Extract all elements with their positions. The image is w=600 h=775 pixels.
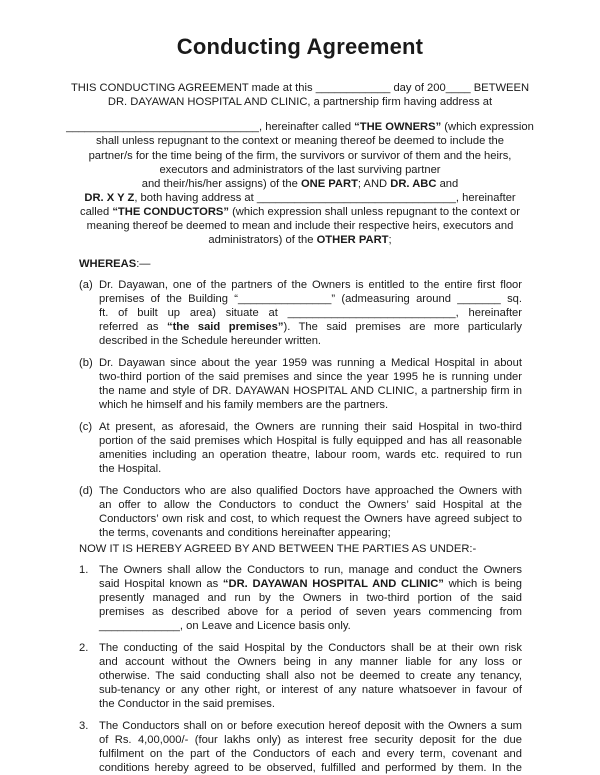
clause-text: said Hospital known as [99, 578, 219, 590]
clause-line: sub-tenancy or any other right, or interest of any nature whatsoever in favour of [99, 684, 522, 696]
recital-line: an offer to allow the Conductors to conduct the Owners’ said Hospital at the [99, 499, 522, 511]
clause-line: fulfilment on the part of the Conductors of each and every term, covenant and [99, 748, 522, 760]
preamble-text: and their/his/her assigns) of the [141, 178, 298, 190]
recital-line: The Conductors who are also qualified Doctors have approached the Owners with [99, 485, 522, 497]
preamble-text: ; AND [357, 178, 388, 190]
preamble-line: executors and administrators of the last surviving partner [159, 164, 441, 176]
agreement-heading: NOW IT IS HEREBY AGREED BY AND BETWEEN THE PARTIES AS UNDER:- [79, 543, 477, 555]
recital-line [99, 320, 522, 334]
recital-line: ft. of built up area) situate at ___________________________, hereinafter [99, 307, 522, 319]
whereas-heading [79, 257, 150, 271]
preamble-text: ; [388, 234, 392, 246]
whereas-label: WHEREAS [79, 258, 137, 270]
preamble-line: partner/s for the time being of the firm, the survivors or survivor of them and the heirs, [88, 150, 512, 162]
recital-line: the Hospital. [99, 463, 162, 475]
preamble-text: called [79, 206, 110, 218]
recital-line: two-third portion of the said premises and since the year 1995 he is running under [99, 371, 522, 383]
recital-marker: (b) [79, 357, 93, 369]
recital-text: ). The said premises are more particularly [283, 321, 522, 333]
preamble-line [0, 191, 600, 205]
preamble-line [0, 120, 600, 134]
preamble-text: (which expression shall unless repugnant to the context or [232, 206, 521, 218]
clause-marker: 1. [79, 564, 89, 576]
recital-line: described in the Schedule hereunder written. [99, 335, 322, 347]
recital-text: referred as [99, 321, 159, 333]
preamble-line: THIS CONDUCTING AGREEMENT made at this ____________ day of 200____ BETWEEN [70, 82, 530, 94]
recital-line: Conductors’ own risk and cost, to which request the Owners have agreed subject to [99, 513, 522, 525]
recital-line: Dr. Dayawan since about the year 1959 was running a Medical Hospital in about [99, 357, 522, 369]
preamble-line: DR. DAYAWAN HOSPITAL AND CLINIC, a partnership firm having address at [107, 96, 493, 108]
conductors-term: “THE CONDUCTORS” [112, 206, 229, 218]
preamble-text: and [439, 178, 459, 190]
clause-marker: 2. [79, 642, 89, 654]
recital-line: the name and style of DR. DAYAWAN HOSPITAL AND CLINIC, a partnership firm in [99, 385, 522, 397]
recital-marker: (d) [79, 485, 93, 497]
preamble-text: _______________________________, hereinafter called [66, 121, 352, 133]
recital-line: Dr. Dayawan, one of the partners of the Owners is entitled to the entire first floor [99, 279, 522, 291]
preamble-line: meaning thereof be deemed to mean and include their respective heirs, executors and [86, 220, 514, 232]
clause-line: presently managed and run by the Owners in two-third portion of the said [99, 592, 522, 604]
preamble-line [0, 177, 600, 191]
one-part-term: ONE PART [300, 178, 358, 190]
dr-xyz-term: DR. X Y Z [84, 192, 135, 204]
recital-line: which he himself and his family members are the partners. [99, 399, 389, 411]
clause-line: premises as described above for a period of seven years commencing from [99, 606, 522, 618]
preamble-line [0, 205, 600, 219]
clause-line: The Conductors shall on or before execution hereof deposit with the Owners a sum [99, 720, 522, 732]
preamble-line: shall unless repugnant to the context or meaning thereof be deemed to include the [96, 135, 504, 147]
recital-marker: (c) [79, 421, 93, 433]
recital-line: portion of the said premises which Hospital is fully equipped and has all reasonable [99, 435, 522, 447]
clause-text: which is being [448, 578, 523, 590]
clause-line: the Conductor in the said premises. [99, 698, 275, 710]
clause-line: The Owners shall allow the Conductors to run, manage and conduct the Owners [99, 564, 522, 576]
whereas-dash: :— [136, 258, 151, 270]
clause-line [99, 577, 522, 591]
clause-line: of Rs. 4,00,000/- (four lakhs only) as interest free security deposit for the due [99, 734, 522, 746]
clause-line: conditions hereby agreed to be observed, fulfilled and performed by them. In the [99, 762, 522, 774]
clause-line: The conducting of the said Hospital by the Conductors shall be at their own risk [99, 642, 522, 654]
recital-line: premises of the Building “_______________” (admeasuring around _______ sq. [99, 293, 522, 305]
hospital-name-term: “DR. DAYAWAN HOSPITAL AND CLINIC” [222, 578, 444, 590]
dr-abc-term: DR. ABC [390, 178, 437, 190]
preamble-line [0, 233, 600, 247]
recital-line: amenities including an operation theatre, labour room, wards etc. required to run [99, 449, 522, 461]
preamble-text: (which expression [444, 121, 534, 133]
recital-line: At present, as aforesaid, the Owners are running their said Hospital in two-third [99, 421, 522, 433]
preamble-text: administrators) of the [208, 234, 314, 246]
recital-marker: (a) [79, 279, 93, 291]
recital-line: the terms, covenants and conditions hereinafter appearing; [99, 527, 391, 539]
owners-term: “THE OWNERS” [354, 121, 442, 133]
other-part-term: OTHER PART [316, 234, 389, 246]
preamble-text: , both having address at ________________________________, hereinafter [134, 192, 516, 204]
document-title: Conducting Agreement [176, 34, 424, 59]
clause-line: _____________, on Leave and Licence basis only. [99, 620, 351, 632]
clause-line: otherwise. The said conducting shall also not be deemed to create any tenancy, [99, 670, 522, 682]
clause-line: and account without the Owners being in any manner liable for any loss or [99, 656, 522, 668]
clause-marker: 3. [79, 720, 89, 732]
said-premises-term: “the said premises” [166, 321, 284, 333]
